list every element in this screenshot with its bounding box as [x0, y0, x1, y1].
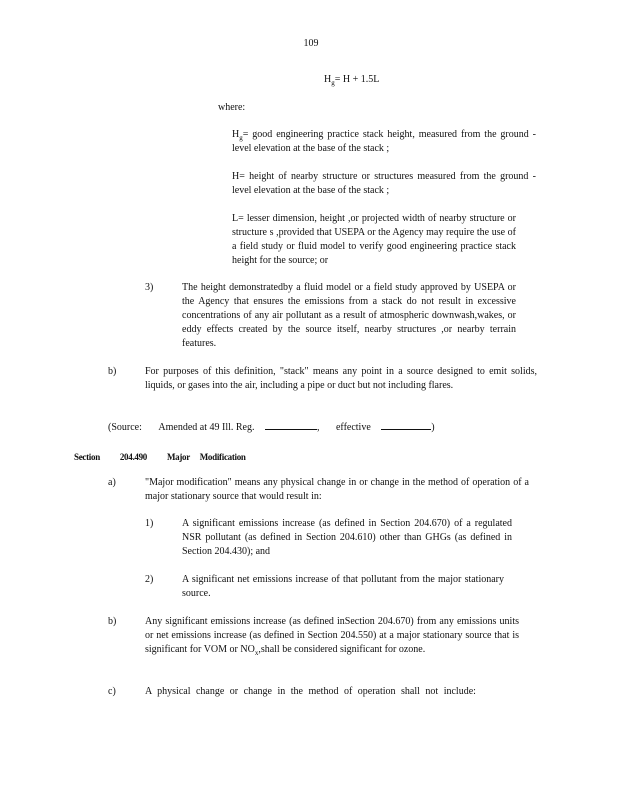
source-effective: effective [335, 422, 371, 433]
source-open: (Source: [108, 422, 142, 433]
section-number: 204.490 [119, 452, 148, 462]
item-c-text: A physical change or change in the method of operation shall not include: [145, 686, 476, 697]
source-comma: , [316, 422, 320, 433]
where-label: where: [218, 102, 246, 113]
sub-1-label: 1) [145, 518, 154, 529]
source-note [108, 420, 448, 435]
sub-1-text: A significant emissions increase (as defined in Section 204.670) of a regulated NSR pollutant (as defined in Section 204.610) other than GHGs (as defined in Section 204.430); and [182, 518, 512, 557]
definition-text: = good engineering practice stack height, measured from the ground -level elevation at the base of the stack ; [232, 129, 536, 154]
item-b-ozone-text [145, 615, 519, 657]
item-b-ozone-label: b) [108, 616, 117, 627]
item-3-label: 3) [145, 282, 154, 293]
gep-formula [324, 73, 379, 87]
item-a-label: a) [108, 477, 116, 488]
definition-l [232, 212, 516, 268]
definition-symbol: L [232, 213, 239, 224]
definition-text: = lesser dimension, height ,or projected width of nearby structure or structure s ,provided that USEPA or the Agency may require the use of a field study or fluid model to verify good engineering practice stack height for the source; or [232, 213, 516, 266]
definition-symbol-sub: g [239, 134, 243, 142]
item-b-stack-text: For purposes of this definition, "stack" means any point in a source designed to emit solids, liquids, or gases into the air, including a pipe or duct but not including flares. [145, 366, 537, 391]
definition-text: = height of nearby structure or structures measured from the ground -level elevation at the base of the stack ; [232, 171, 536, 196]
formula-lhs: H [324, 74, 332, 85]
section-title: Major Modification [166, 452, 246, 462]
section-heading [74, 450, 246, 464]
page-number: 109 [303, 38, 319, 49]
definition-h [232, 170, 536, 198]
source-amended: Amended at 49 Ill. Reg. [158, 422, 255, 433]
ozone-subscript: x [254, 649, 259, 657]
definition-symbol: H [232, 129, 240, 140]
item-a-text: "Major modification" means any physical change in or change in the method of operation of a major stationary source that would result in: [145, 477, 529, 502]
item-3-text: The height demonstratedby a fluid model or a field study approved by USEPA or the Agency that ensures the emissions from a stack do not result in excessive concentrations of any air pollutant as a result of atmospheric downwash,wakes, or eddy effects created by the source itself, nearby structures ,or nearby terrain features. [182, 282, 516, 349]
formula-rhs: = H + 1.5L [334, 74, 380, 85]
definition-symbol: H [232, 171, 240, 182]
effective-blank [381, 420, 431, 430]
definition-hg [232, 128, 536, 156]
register-blank [265, 420, 317, 430]
source-close: ) [431, 422, 435, 433]
section-word: Section [74, 452, 100, 462]
ozone-text-pre: Any significant emissions increase (as defined inSection 204.670) from any emissions units or net emissions increase (as defined in Section 204.550) at a major stationary source that is significant for VOM or NO [145, 616, 519, 655]
formula-lhs-sub: g [331, 79, 335, 87]
item-c-label: c) [108, 686, 116, 697]
item-b-stack-label: b) [108, 366, 117, 377]
sub-2-label: 2) [145, 574, 154, 585]
sub-2-text: A significant net emissions increase of that pollutant from the major stationary source. [182, 574, 504, 599]
ozone-text-post: ,shall be considered significant for ozone. [258, 644, 426, 655]
